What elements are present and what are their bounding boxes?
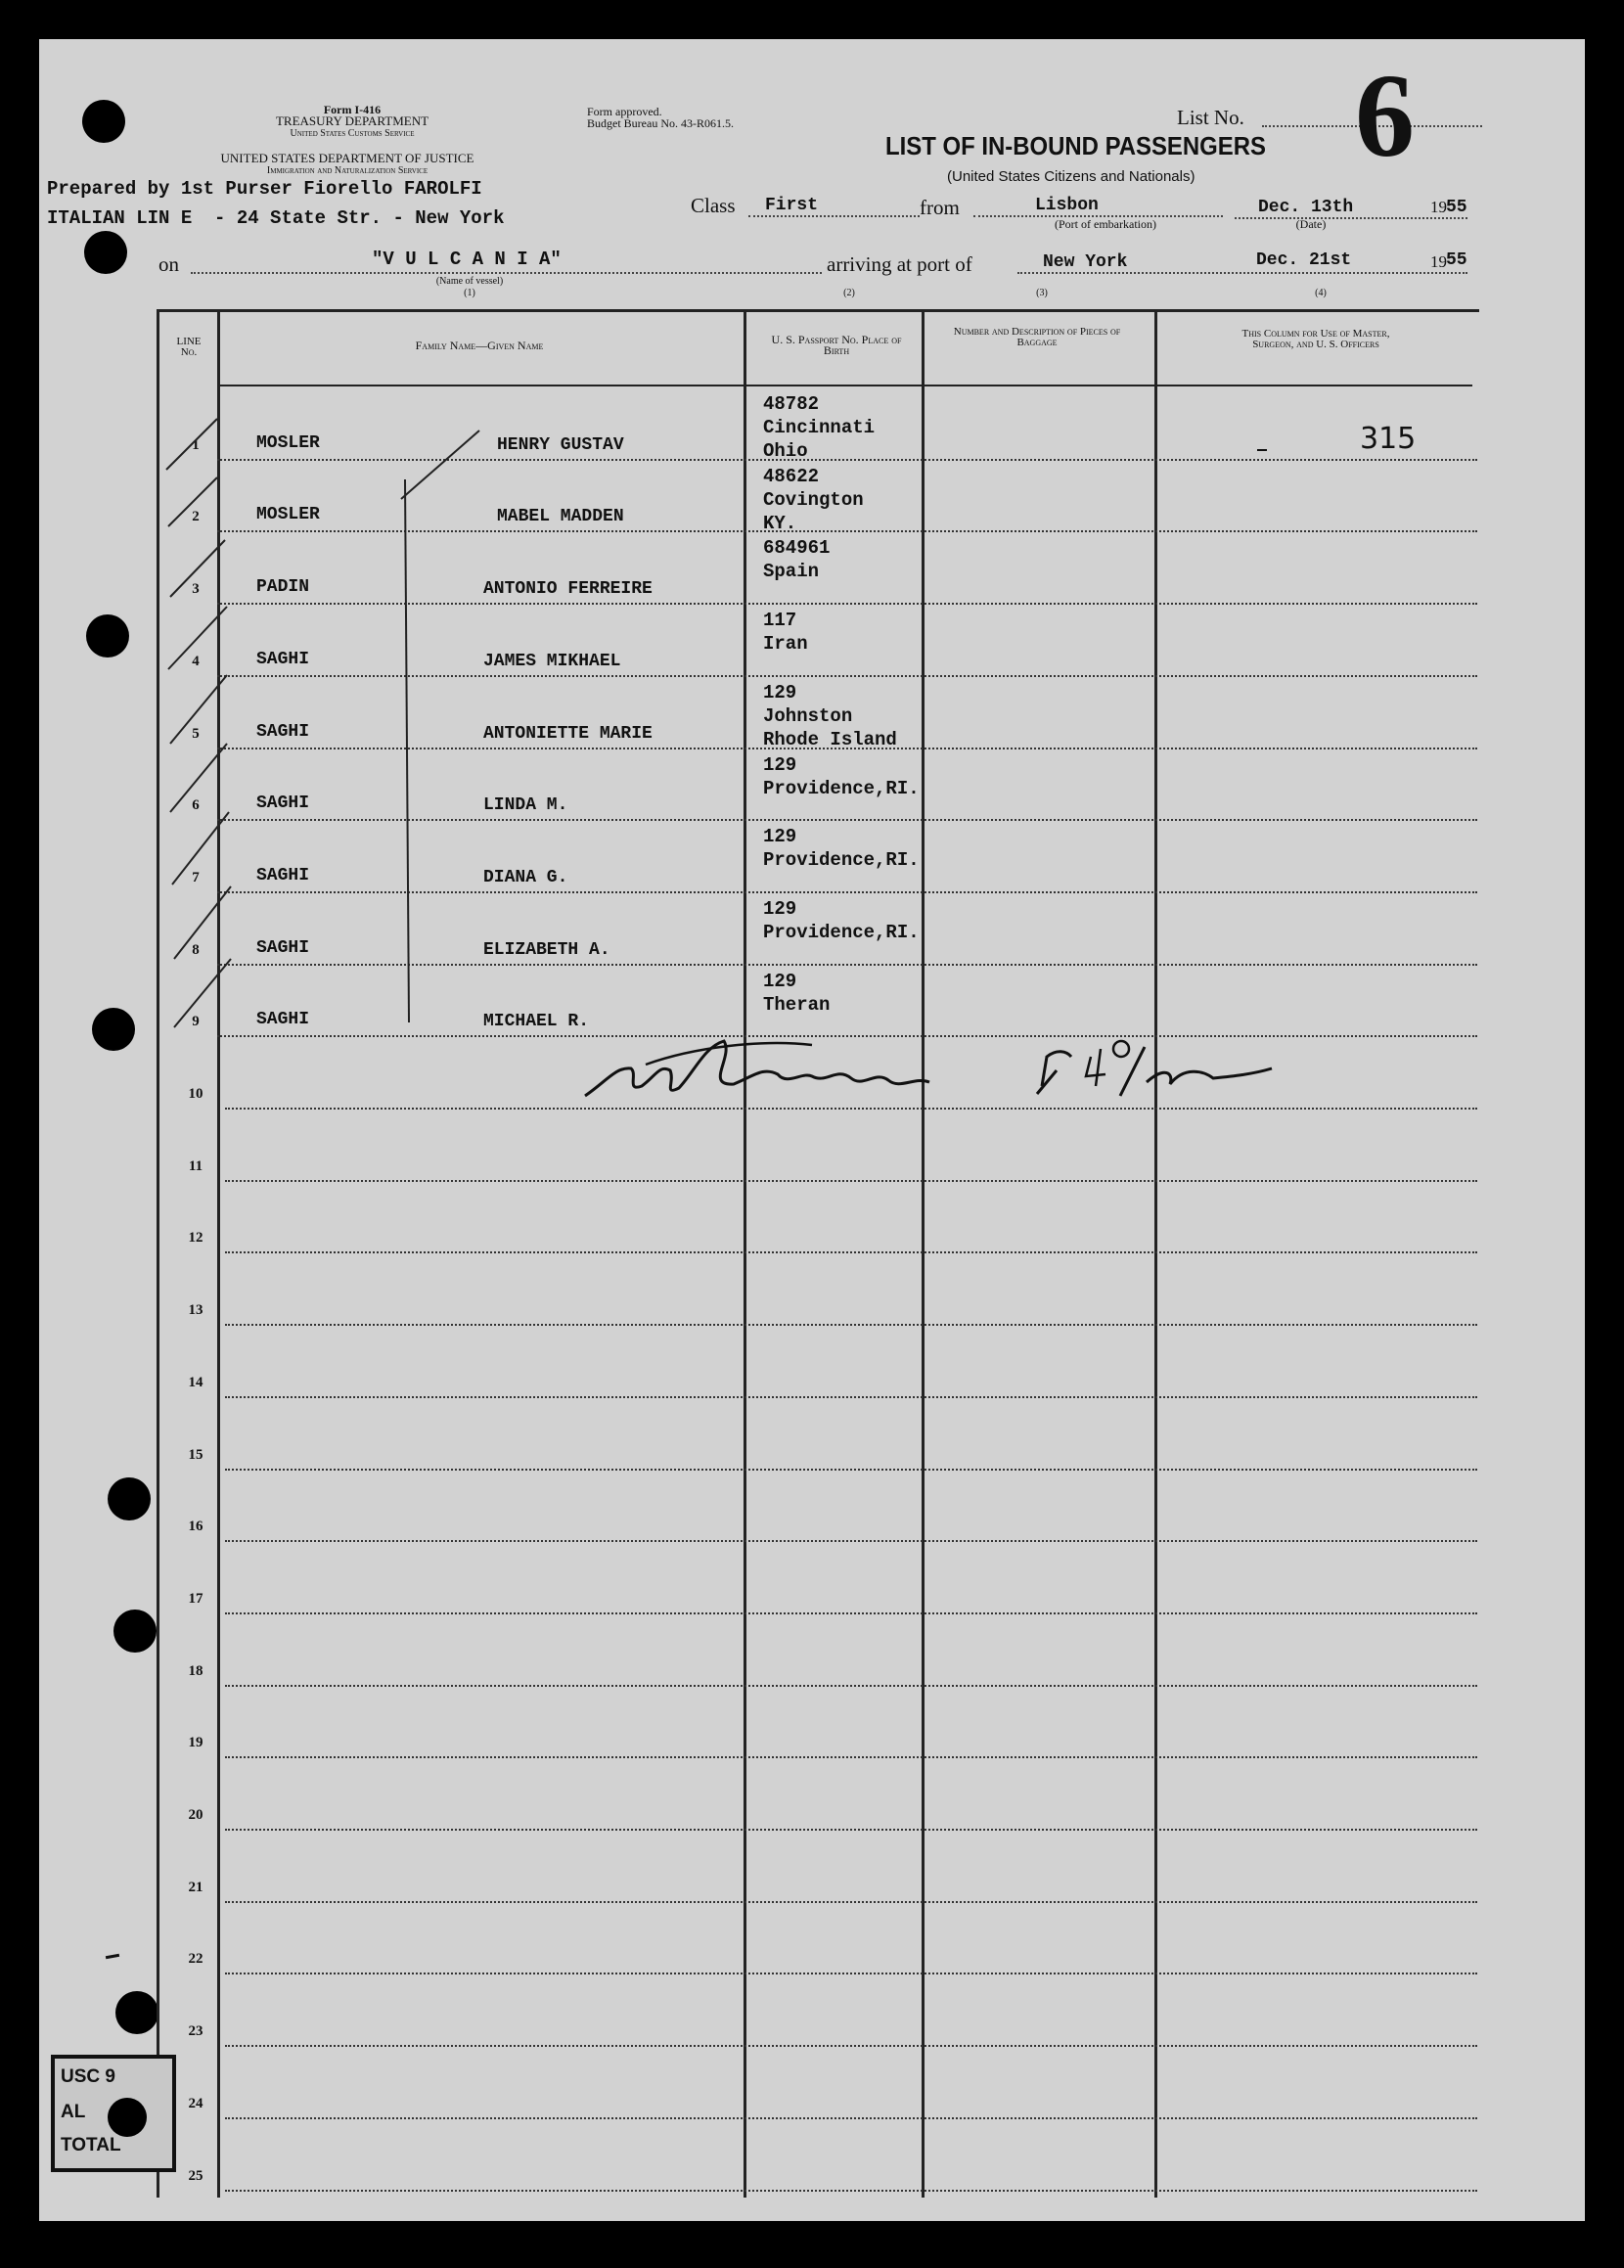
vessel-caption: (Name of vessel) bbox=[435, 276, 504, 287]
line-number: 16 bbox=[188, 1519, 203, 1535]
row-divider bbox=[225, 1180, 1477, 1182]
family-name: SAGHI bbox=[256, 649, 310, 669]
passport-number: 48782 bbox=[763, 393, 820, 415]
place-of-birth: Spain bbox=[763, 561, 820, 583]
family-name: SAGHI bbox=[256, 1010, 310, 1030]
header-name: Family Name—Given Name bbox=[415, 339, 544, 352]
col-num-3: (3) bbox=[1036, 288, 1048, 298]
family-name: SAGHI bbox=[256, 794, 310, 814]
row-divider bbox=[225, 1396, 1477, 1398]
vessel-name: "V U L C A N I A" bbox=[372, 249, 562, 270]
passport-number: 48622 bbox=[763, 465, 820, 487]
date-arrival: Dec. 21st bbox=[1256, 250, 1352, 270]
line-number: 14 bbox=[188, 1374, 203, 1390]
passport-number: 684961 bbox=[763, 537, 831, 560]
punch-hole bbox=[115, 1991, 158, 2034]
col-num-1: (1) bbox=[464, 288, 475, 298]
passport-number: 129 bbox=[763, 681, 797, 703]
line-number: 4 bbox=[192, 653, 200, 669]
form-approved: Form approved. bbox=[587, 105, 662, 118]
family-name: PADIN bbox=[256, 577, 310, 598]
prepared-by: Prepared by 1st Purser Fiorello FAROLFI bbox=[47, 178, 482, 200]
header-officers: This Column for Use of Master, Surgeon, and U. S. Officers bbox=[1241, 328, 1390, 350]
customs-service: United States Customs Service bbox=[290, 128, 415, 139]
family-name: SAGHI bbox=[256, 865, 310, 885]
given-name: MICHAEL R. bbox=[483, 1012, 590, 1032]
row-divider bbox=[225, 1829, 1477, 1831]
document-sheet bbox=[39, 39, 1585, 2221]
given-name: ELIZABETH A. bbox=[483, 939, 610, 960]
passport-number: 129 bbox=[763, 970, 797, 992]
line-number: 9 bbox=[192, 1014, 200, 1030]
form-number: Form I-416 bbox=[323, 103, 382, 116]
col-num-2: (2) bbox=[843, 288, 855, 298]
line-number: 23 bbox=[188, 2023, 203, 2040]
given-name: LINDA M. bbox=[483, 795, 568, 816]
given-name: MABEL MADDEN bbox=[497, 507, 624, 527]
row-divider bbox=[225, 2045, 1477, 2047]
given-name: DIANA G. bbox=[483, 867, 568, 887]
given-name: JAMES MIKHAEL bbox=[483, 651, 621, 671]
row-divider bbox=[225, 1540, 1477, 1542]
from-label: from bbox=[920, 196, 960, 219]
place-of-birth: Providence,RI. bbox=[763, 849, 920, 872]
line-number: 8 bbox=[192, 941, 200, 958]
line-company: ITALIAN LIN E - 24 State Str. - New York bbox=[47, 207, 505, 229]
row-divider bbox=[225, 1901, 1477, 1903]
given-name: ANTONIETTE MARIE bbox=[483, 723, 653, 744]
stamp-line-1: USC 9 bbox=[61, 2066, 115, 2087]
place-of-birth: Cincinnati Ohio bbox=[763, 417, 876, 462]
place-of-birth: Theran bbox=[763, 993, 831, 1016]
line-number: 5 bbox=[192, 725, 200, 742]
checkmark-annotations bbox=[157, 411, 665, 1047]
family-name: SAGHI bbox=[256, 937, 310, 958]
department-of-justice: UNITED STATES DEPARTMENT OF JUSTICE bbox=[220, 151, 474, 165]
line-number: 13 bbox=[188, 1302, 203, 1319]
class-value: First bbox=[765, 196, 819, 215]
arrival-dotline bbox=[1017, 272, 1467, 274]
vessel-dotline bbox=[191, 272, 822, 274]
line-number: 12 bbox=[188, 1230, 203, 1247]
line-number: 11 bbox=[188, 1157, 203, 1174]
line-number: 20 bbox=[188, 1807, 203, 1823]
row-divider bbox=[225, 1756, 1477, 1758]
place-of-birth: Covington KY. bbox=[763, 488, 864, 534]
year-prefix-arrival: 19 bbox=[1430, 252, 1447, 271]
line-number: 18 bbox=[188, 1662, 203, 1679]
row-divider bbox=[225, 1108, 1477, 1110]
list-no-label: List No. bbox=[1177, 106, 1244, 129]
place-of-birth: Providence,RI. bbox=[763, 921, 920, 943]
punch-hole bbox=[108, 1477, 151, 1520]
year-prefix-from: 19 bbox=[1430, 198, 1447, 216]
row-divider bbox=[225, 1469, 1477, 1471]
treasury-department: TREASURY DEPARTMENT bbox=[275, 113, 429, 128]
family-name: MOSLER bbox=[256, 432, 320, 453]
line-number: 19 bbox=[188, 1735, 203, 1751]
list-number: 6 bbox=[1355, 50, 1415, 182]
year-from: 55 bbox=[1446, 198, 1467, 217]
line-number: 7 bbox=[192, 869, 200, 885]
passport-number: 129 bbox=[763, 826, 797, 848]
handwritten-signature bbox=[577, 1027, 1282, 1106]
line-number: 22 bbox=[188, 1951, 203, 1968]
line-number: 3 bbox=[192, 581, 200, 598]
officer-note: 315 bbox=[1360, 421, 1417, 456]
header-bottom-border bbox=[220, 385, 1472, 386]
arriving-label: arriving at port of bbox=[827, 252, 972, 276]
row-divider bbox=[225, 1324, 1477, 1326]
date-from: Dec. 13th bbox=[1258, 198, 1354, 217]
port-caption: (Port of embarkation) bbox=[1055, 217, 1156, 231]
date-dotline bbox=[1235, 217, 1467, 219]
given-name: HENRY GUSTAV bbox=[497, 434, 624, 455]
row-divider bbox=[225, 2117, 1477, 2119]
arrival-port: New York bbox=[1043, 252, 1128, 272]
line-number: 2 bbox=[192, 509, 200, 525]
family-name: SAGHI bbox=[256, 721, 310, 742]
line-number: 24 bbox=[188, 2095, 203, 2111]
date-caption: (Date) bbox=[1295, 217, 1327, 231]
from-value: Lisbon bbox=[1035, 196, 1099, 215]
table-top-border bbox=[157, 309, 1479, 312]
punch-hole bbox=[82, 100, 125, 143]
punch-hole bbox=[92, 1008, 135, 1051]
punch-hole bbox=[86, 614, 129, 658]
header-passport: U. S. Passport No. Place of Birth bbox=[771, 333, 902, 357]
punch-hole bbox=[113, 1610, 157, 1653]
row-divider bbox=[225, 1612, 1477, 1614]
place-of-birth: Johnston Rhode Island bbox=[763, 704, 897, 750]
row-divider bbox=[225, 2190, 1477, 2192]
row-divider bbox=[225, 1973, 1477, 1974]
line-number: 17 bbox=[188, 1590, 203, 1607]
line-number: 25 bbox=[188, 2167, 203, 2184]
class-label: Class bbox=[691, 194, 736, 217]
passport-number: 129 bbox=[763, 753, 797, 776]
col-num-4: (4) bbox=[1315, 288, 1327, 298]
line-number: 1 bbox=[192, 436, 200, 453]
stamp-line-2: AL bbox=[61, 2102, 86, 2122]
passport-number: 129 bbox=[763, 897, 797, 920]
header-line-no: LINE No. bbox=[176, 336, 202, 358]
line-number: 6 bbox=[192, 797, 200, 814]
place-of-birth: Providence,RI. bbox=[763, 777, 920, 799]
archive-stamp bbox=[51, 2055, 176, 2172]
immigration-service: Immigration and Naturalization Service bbox=[266, 165, 429, 176]
family-name: MOSLER bbox=[256, 505, 320, 525]
line-number: 21 bbox=[188, 1879, 203, 1895]
officer-note-dash bbox=[1257, 449, 1267, 451]
row-divider bbox=[225, 1251, 1477, 1253]
given-name: ANTONIO FERREIRE bbox=[483, 579, 653, 600]
passport-number: 117 bbox=[763, 610, 797, 632]
header-baggage: Number and Description of Pieces of Baggage bbox=[953, 326, 1121, 348]
form-subtitle: (United States Citizens and Nationals) bbox=[947, 168, 1195, 185]
form-title: LIST OF IN-BOUND PASSENGERS bbox=[885, 131, 1266, 160]
budget-bureau: Budget Bureau No. 43-R061.5. bbox=[587, 116, 734, 130]
line-number: 15 bbox=[188, 1446, 203, 1463]
stamp-hole bbox=[108, 2098, 147, 2137]
year-arrival: 55 bbox=[1446, 250, 1467, 270]
on-label: on bbox=[158, 252, 179, 276]
row-divider bbox=[225, 1685, 1477, 1687]
punch-hole bbox=[84, 231, 127, 274]
stamp-line-3: TOTAL bbox=[61, 2135, 121, 2155]
line-number: 10 bbox=[188, 1086, 203, 1102]
place-of-birth: Iran bbox=[763, 633, 808, 656]
class-dotline bbox=[748, 215, 920, 217]
